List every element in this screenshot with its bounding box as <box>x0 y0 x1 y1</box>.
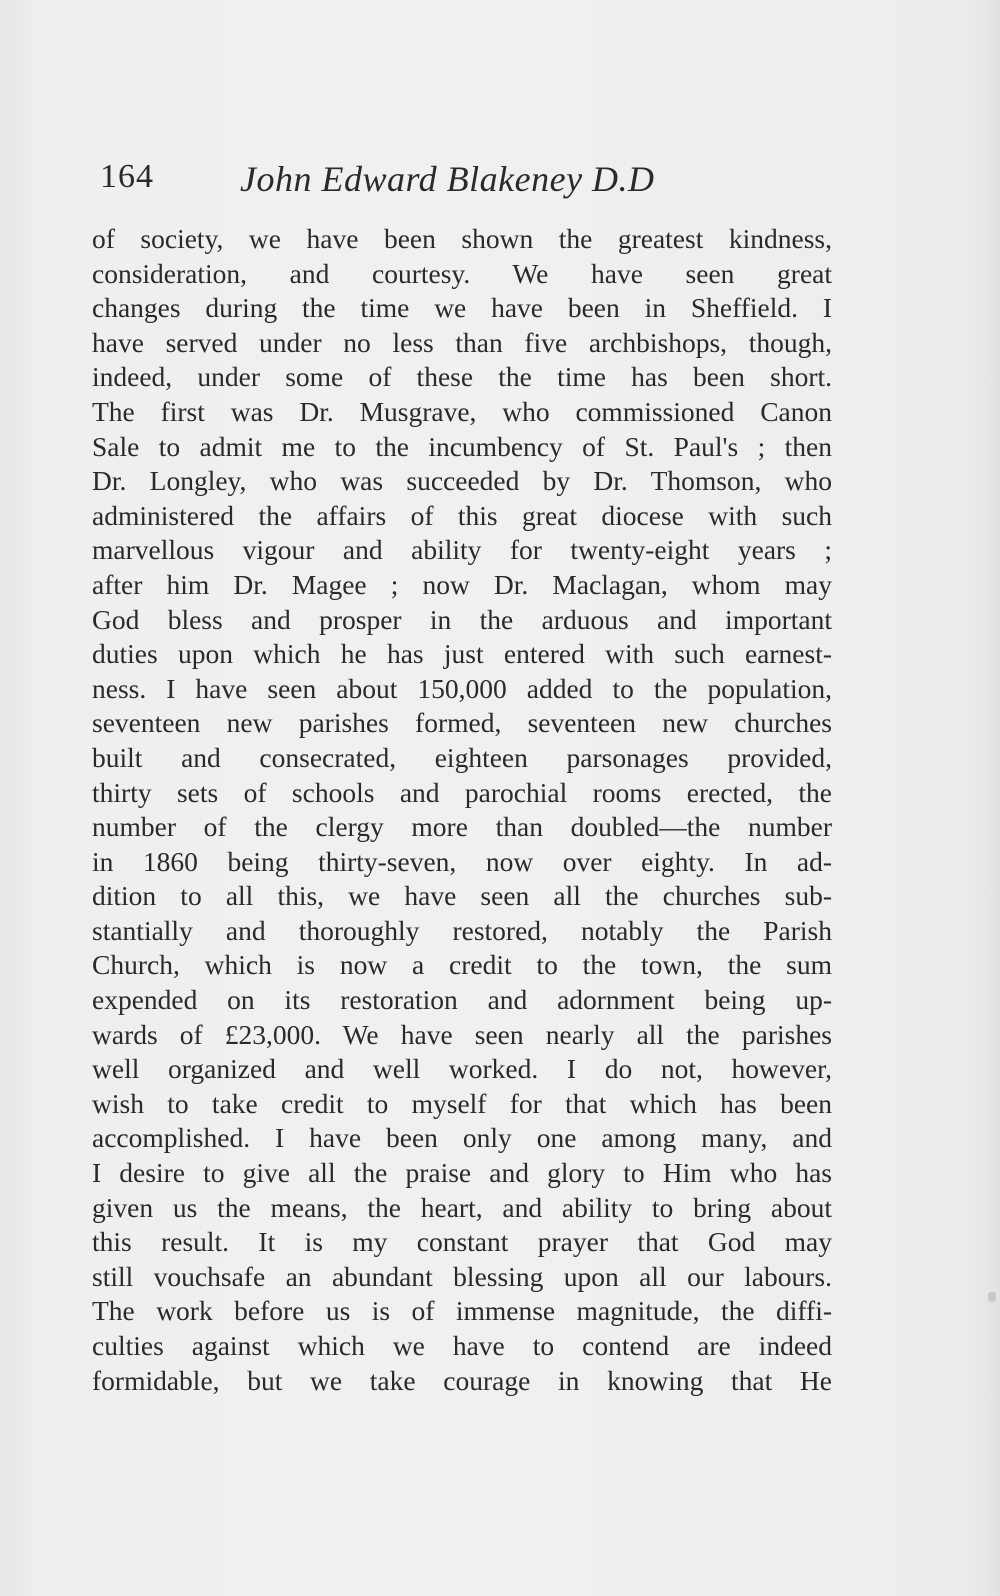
text-line: well organized and well worked. I do not, however, <box>92 1053 832 1085</box>
text-line: Sale to admit me to the incumbency of St. Paul's ; then <box>92 430 832 462</box>
text-line: stantially and thoroughly restored, notably the Parish <box>92 914 832 946</box>
running-title: John Edward Blakeney D.D <box>240 159 655 199</box>
text-line: consideration, and courtesy. We have seen great <box>92 257 832 289</box>
text-line: seventeen new parishes formed, seventeen new churches <box>92 707 832 739</box>
text-line: dition to all this, we have seen all the churches sub- <box>92 880 832 912</box>
text-line: given us the means, the heart, and ability to bring about <box>92 1191 832 1223</box>
text-line: expended on its restoration and adornment being up- <box>92 984 832 1016</box>
page-number: 164 <box>100 158 154 195</box>
text-line: changes during the time we have been in Sheffield. I <box>92 292 832 324</box>
text-line: this result. It is my constant prayer that God may <box>92 1226 832 1258</box>
text-line: number of the clergy more than doubled—the number <box>92 811 832 843</box>
page-header <box>100 150 700 210</box>
text-line: formidable, but we take courage in knowing that He <box>92 1364 832 1396</box>
text-line: The work before us is of immense magnitude, the diffi- <box>92 1295 832 1327</box>
page-edge-mark <box>988 1292 996 1302</box>
text-line: Church, which is now a credit to the town, the sum <box>92 949 832 981</box>
text-line: of society, we have been shown the greatest kindness, <box>92 223 832 254</box>
text-line: ness. I have seen about 150,000 added to the population, <box>92 672 832 704</box>
text-line: thirty sets of schools and parochial rooms erected, the <box>92 776 832 808</box>
text-line: duties upon which he has just entered with such earnest- <box>92 638 832 670</box>
text-line: wards of £23,000. We have seen nearly all the parishes <box>92 1018 832 1050</box>
text-line: after him Dr. Magee ; now Dr. Maclagan, whom may <box>92 568 832 600</box>
text-line: culties against which we have to contend are indeed <box>92 1330 832 1361</box>
text-line: The first was Dr. Musgrave, who commissioned Canon <box>92 395 832 427</box>
text-line: indeed, under some of these the time has been short. <box>92 361 832 393</box>
text-line: God bless and prosper in the arduous and important <box>92 603 832 635</box>
text-line: accomplished. I have been only one among many, and <box>92 1122 832 1154</box>
text-line: marvellous vigour and ability for twenty-eight years ; <box>92 534 832 566</box>
text-line: have served under no less than five archbishops, though, <box>92 326 832 358</box>
text-line: wish to take credit to myself for that which has been <box>92 1087 832 1119</box>
text-line: built and consecrated, eighteen parsonages provided, <box>92 741 832 773</box>
text-line: still vouchsafe an abundant blessing upon all our labours. <box>92 1260 832 1292</box>
text-line: Dr. Longley, who was succeeded by Dr. Thomson, who <box>92 465 832 497</box>
text-line: administered the affairs of this great diocese with such <box>92 499 832 531</box>
body-text <box>92 222 832 1398</box>
text-line: I desire to give all the praise and glory to Him who has <box>92 1157 832 1189</box>
text-line: in 1860 being thirty-seven, now over eighty. In ad- <box>92 845 832 877</box>
